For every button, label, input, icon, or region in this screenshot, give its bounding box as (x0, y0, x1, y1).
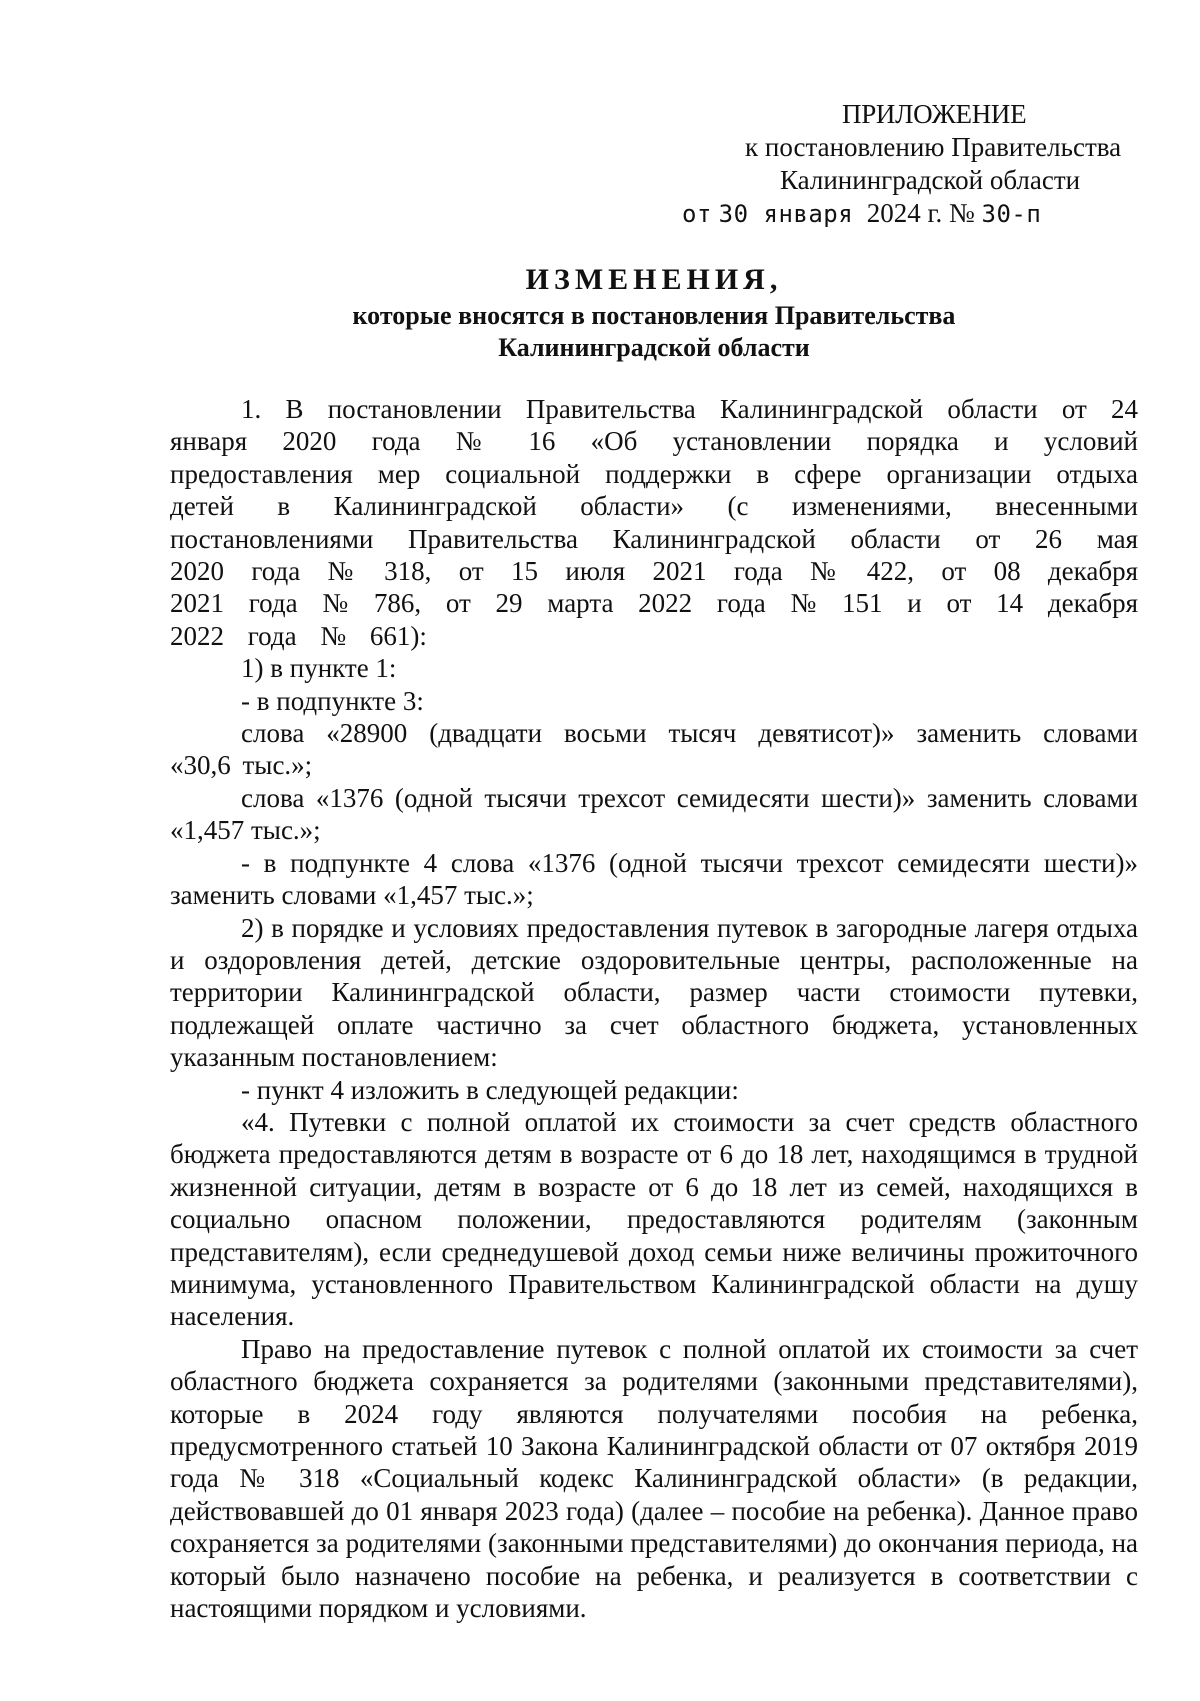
paragraph-subitem-4: - в подпункте 4 слова «1376 (одной тысячи трехсот семидесяти шести)» заменить словами «1,457 тыс.»; (170, 847, 1138, 911)
paragraph-item-2: 2) в порядке и условиях предоставления путевок в загородные лагеря отдыха и оздоровления детей, детские оздоровительные центры, расположенные на территории Калининградской области, размер части стоимости путевки, подлежащей оплате частично за счет областного бюджета, установленных указанным постановлением: (170, 912, 1138, 1073)
paragraph-1: 1. В постановлении Правительства Калининградской области от 24 января 2020 года № 16 «Об установлении порядка и условий предоставления мер социальной поддержки в сфере организации отдыха детей в Калининградской области» (с изменениями, внесенными постановлениями Правительства Калининградской области от 26 мая 2020 года № 318, от 15 июля 2021 года № 422, от 08 декабря 2021 года № 786, от 29 марта 2022 года № 151 и от 14 декабря 2022 года № 661): (170, 394, 1138, 651)
annex-date-line (620, 197, 1140, 231)
paragraph-right-retained: Право на предоставление путевок с полной оплатой их стоимости за счет областного бюджета сохраняется за родителями (законными представителями), которые в 2024 году являются получателями пособия на ребенка, предусмотренного статьей 10 Закона Калининградской области от 07 октября 2019 года № 318 «Социальный кодекс Калининградской области» (в редакции, действовавшей до 01 января 2023 года) (далее – пособие на ребенка). Данное право сохраняется за родителями (законными представителями) до окончания периода, на который было назначено пособие на ребенка, и реализуется в соответствии с настоящими порядком и условиями. (170, 1333, 1138, 1624)
annex-title: ПРИЛОЖЕНИЕ (842, 99, 1027, 129)
paragraph-point-4-intro: - пункт 4 изложить в следующей редакции: (241, 1074, 739, 1105)
paragraph-point-4-text: «4. Путевки с полной оплатой их стоимости за счет средств областного бюджета предоставляются детям в возрасте от 6 до 18 лет, находящимся в трудной жизненной ситуации, детям в возрасте от 6 до 18 лет из семей, находящихся в социально опасном положении, предоставляются родителям (законным представителям), если среднедушевой доход семьи ниже величины прожиточного минимума, установленного Правительством Калининградской области на душу населения. (170, 1106, 1138, 1332)
annex-number: 30-п (981, 200, 1042, 228)
annex-line-resolution: к постановлению Правительства (745, 132, 1122, 162)
annex-line-region: Калининградской области (780, 165, 1081, 195)
paragraph-replace-28900: слова «28900 (двадцати восьми тысяч девятисот)» заменить словами «30,6 тыс.»; (170, 718, 1138, 781)
document-heading (170, 262, 1138, 364)
paragraph-subitem-3: - в подпункте 3: (241, 685, 424, 716)
annex-block (620, 98, 1140, 231)
annex-date: 30 января (718, 200, 854, 228)
annex-year: 2024 г. № (866, 198, 975, 228)
paragraph-item-1: 1) в пункте 1: (241, 653, 397, 684)
document-body (170, 393, 1138, 1624)
annex-date-prefix: от (682, 200, 712, 228)
paragraph-replace-1376: слова «1376 (одной тысячи трехсот семидесяти шести)» заменить словами «1,457 тыс.»; (170, 782, 1138, 846)
heading-title: ИЗМЕНЕНИЯ, (525, 263, 783, 296)
heading-subtitle-line2: Калининградской области (498, 333, 810, 362)
heading-subtitle-line1: которые вносятся в постановления Правительства (352, 301, 956, 330)
